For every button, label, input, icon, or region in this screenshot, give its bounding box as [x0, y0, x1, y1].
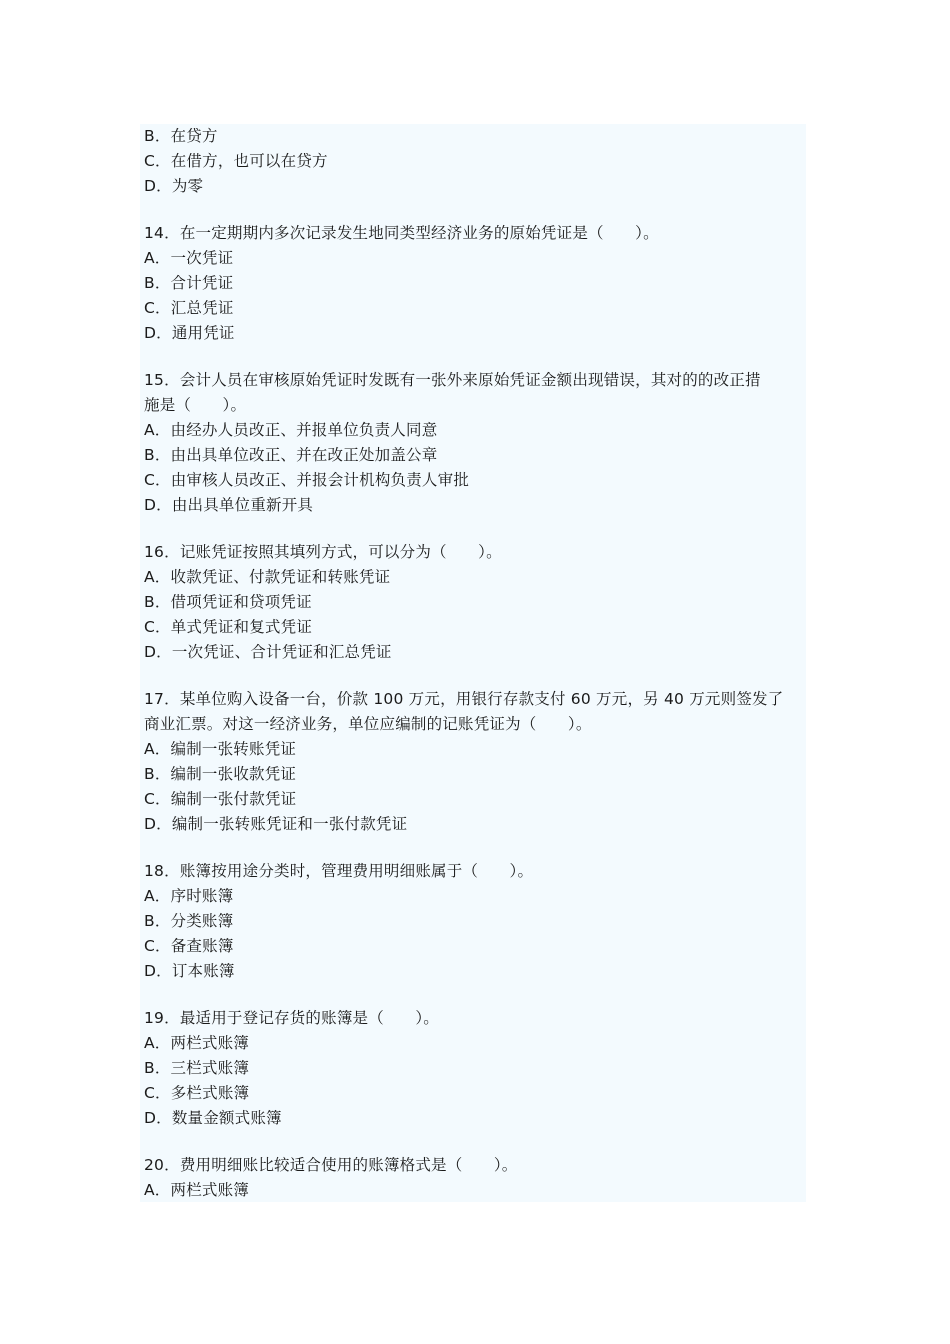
option-d: D．数量金额式账簿 — [144, 1109, 282, 1127]
option-c: C．编制一张付款凭证 — [144, 790, 297, 808]
question-17: 17．某单位购入设备一台，价款 100 万元，用银行存款支付 60 万元，另 40 万元则签发了 — [144, 690, 784, 708]
option-c: C．单式凭证和复式凭证 — [144, 618, 313, 636]
question-15-continued: 施是（ ）。 — [144, 396, 247, 414]
question-16: 16．记账凭证按照其填列方式，可以分为（ ）。 — [144, 543, 502, 561]
option-d: D．订本账簿 — [144, 962, 235, 980]
option-b: B．借项凭证和贷项凭证 — [144, 593, 312, 611]
option-b: B．三栏式账簿 — [144, 1059, 250, 1077]
option-d: D．一次凭证、合计凭证和汇总凭证 — [144, 643, 392, 661]
option-b: B．分类账簿 — [144, 912, 234, 930]
option-c: C．多栏式账簿 — [144, 1084, 250, 1102]
option-b: B．由出具单位改正、并在改正处加盖公章 — [144, 446, 438, 464]
option-a: A．由经办人员改正、并报单位负责人同意 — [144, 421, 438, 439]
option-d: D．由出具单位重新开具 — [144, 496, 314, 514]
option-d: D．通用凭证 — [144, 324, 235, 342]
option-a: A．两栏式账簿 — [144, 1034, 250, 1052]
option-a: A．收款凭证、付款凭证和转账凭证 — [144, 568, 391, 586]
question-15: 15．会计人员在审核原始凭证时发既有一张外来原始凭证金额出现错误，其对的的改正措 — [144, 371, 761, 389]
question-20: 20．费用明细账比较适合使用的账簿格式是（ ）。 — [144, 1156, 518, 1174]
document-content — [140, 124, 806, 1202]
option-b: B．编制一张收款凭证 — [144, 765, 297, 783]
question-14: 14．在一定期期内多次记录发生地同类型经济业务的原始凭证是（ ）。 — [144, 224, 659, 242]
option-c: C．备查账簿 — [144, 937, 234, 955]
option-b: B．合计凭证 — [144, 274, 234, 292]
question-18: 18．账簿按用途分类时，管理费用明细账属于（ ）。 — [144, 862, 534, 880]
option-a: A．编制一张转账凭证 — [144, 740, 297, 758]
option-c: C．在借方，也可以在贷方 — [144, 152, 328, 170]
option-d: D．编制一张转账凭证和一张付款凭证 — [144, 815, 408, 833]
question-19: 19．最适用于登记存货的账簿是（ ）。 — [144, 1009, 439, 1027]
option-a: A．序时账簿 — [144, 887, 234, 905]
option-b: B．在贷方 — [144, 127, 218, 145]
question-17-continued: 商业汇票。对这一经济业务，单位应编制的记账凭证为（ ）。 — [144, 715, 592, 733]
option-d: D．为零 — [144, 177, 204, 195]
option-c: C．汇总凭证 — [144, 299, 234, 317]
option-c: C．由审核人员改正、并报会计机构负责人审批 — [144, 471, 470, 489]
option-a: A．两栏式账簿 — [144, 1181, 250, 1199]
option-a: A．一次凭证 — [144, 249, 234, 267]
